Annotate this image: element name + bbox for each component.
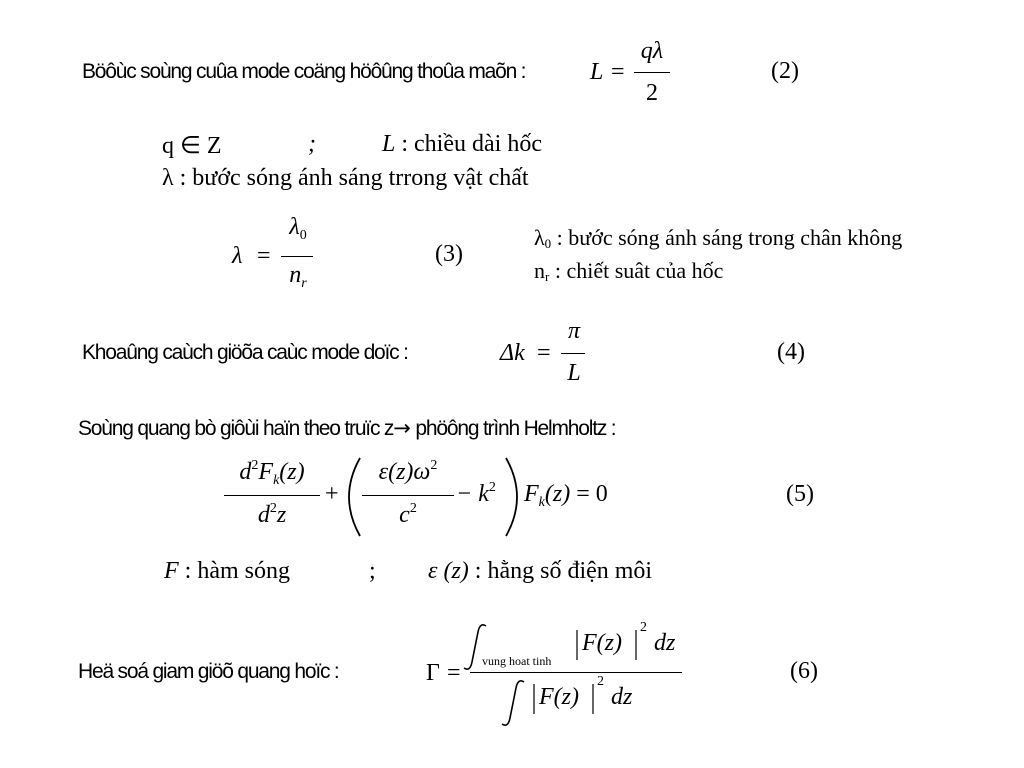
def-nr-sub: r	[545, 269, 550, 284]
line6-label: Heä soá giam giöõ quang hoïc :	[78, 660, 339, 683]
def5-separator: ;	[369, 558, 376, 584]
def-L-desc: : chiều dài hốc	[395, 131, 542, 157]
def-lambda: λ : bước sóng ánh sáng trrong vật chất	[162, 165, 529, 191]
eq6-fraction-bar	[470, 672, 682, 673]
line5-label-text: Soùng quang bò giôùi haïn theo truïc z	[78, 417, 394, 440]
def-F-var: F	[164, 558, 179, 584]
eq5-F: F	[258, 459, 274, 485]
eq3-equals: =	[257, 243, 271, 269]
eq4-lhs: Δk	[500, 340, 525, 366]
eq4-denominator: L	[567, 360, 581, 386]
line2-label: Böôùc soùng cuûa mode coäng höôûng thoûa maõn :	[82, 60, 526, 83]
eq5-c: c	[399, 502, 410, 528]
def-eps-desc: : hằng số điện môi	[468, 558, 653, 584]
def-L-var: L	[382, 131, 396, 157]
eq6-den-dz: dz	[611, 684, 633, 710]
eq6-num-integrand: F(z)	[582, 630, 622, 656]
eq5-sub-k: k	[273, 473, 280, 488]
eq2-lhs: L	[590, 59, 604, 85]
def-F-desc: : hàm sóng	[178, 558, 290, 584]
eq5-sup2-a: 2	[251, 458, 259, 473]
eq6-den-sup: 2	[597, 674, 604, 689]
eq5-rhs-sub-k: k	[538, 495, 545, 510]
eq4-numerator: π	[567, 318, 581, 344]
eq5-arg-z: (z)	[279, 459, 305, 485]
eq6-number: (6)	[790, 658, 818, 684]
eq5-sup2-e: 2	[488, 480, 496, 495]
line4-label: Khoaûng caùch giöõa caùc mode doïc :	[82, 341, 408, 364]
def-lambda0-symbol: λ	[534, 225, 545, 250]
eq6-num-dz: dz	[654, 630, 676, 656]
eq2-equals: =	[611, 59, 625, 85]
eq5-equals-zero: = 0	[576, 481, 608, 507]
eq5-sup2-b: 2	[269, 501, 277, 516]
def-eps-var: ε (z)	[428, 558, 469, 584]
eq5-number: (5)	[786, 481, 814, 507]
eq5-den-z: z	[276, 502, 287, 528]
eq5-sup2-d: 2	[409, 501, 417, 516]
eq3-num-sub: 0	[299, 228, 307, 243]
eq5-d: d	[239, 459, 252, 485]
eq5-minus-k-text: − k	[456, 481, 489, 507]
def-nr-desc: : chiết suât của hốc	[549, 258, 724, 283]
eq3-num-symbol: λ	[289, 214, 300, 240]
eq3-number: (3)	[435, 241, 463, 267]
eq6-integral-label: vung hoat tinh	[482, 654, 552, 668]
eq5-rhs-arg: (z)	[544, 481, 571, 507]
def-lambda0-desc: : bước sóng ánh sáng trong chân không	[551, 225, 903, 250]
def-separator: ;	[308, 131, 316, 157]
integral-icon-bottom	[502, 681, 524, 725]
eq4-equals: =	[537, 340, 551, 366]
line5-suffix: phöông trình Helmholtz :	[410, 417, 616, 440]
eq2-numerator: qλ	[640, 38, 664, 64]
eq5-den-d: d	[257, 502, 270, 528]
eq3-den-symbol: n	[289, 262, 302, 288]
eq5-sup2-c: 2	[430, 458, 438, 473]
def-lambda0-sub: 0	[544, 236, 552, 251]
def-q-in-z: q ∈ Z	[162, 133, 222, 159]
eq2-number: (2)	[771, 58, 799, 84]
eq6-den-integrand: F(z)	[539, 684, 579, 710]
eq6-equals: =	[447, 660, 461, 686]
arrow-icon: →	[393, 416, 411, 440]
eq3-lhs: λ	[232, 243, 243, 269]
eq4-number: (4)	[777, 339, 805, 365]
eq5-rhs-F: F	[524, 481, 539, 507]
eq6-lhs: Γ	[426, 660, 440, 686]
eq5-inner-num-text: ε(z)ω	[378, 459, 431, 485]
def-nr-symbol: n	[534, 258, 545, 283]
eq3-den-sub: r	[301, 276, 307, 291]
eq2-denominator: 2	[646, 80, 658, 106]
eq6-num-sup: 2	[640, 620, 647, 635]
eq5-plus: +	[325, 481, 339, 507]
